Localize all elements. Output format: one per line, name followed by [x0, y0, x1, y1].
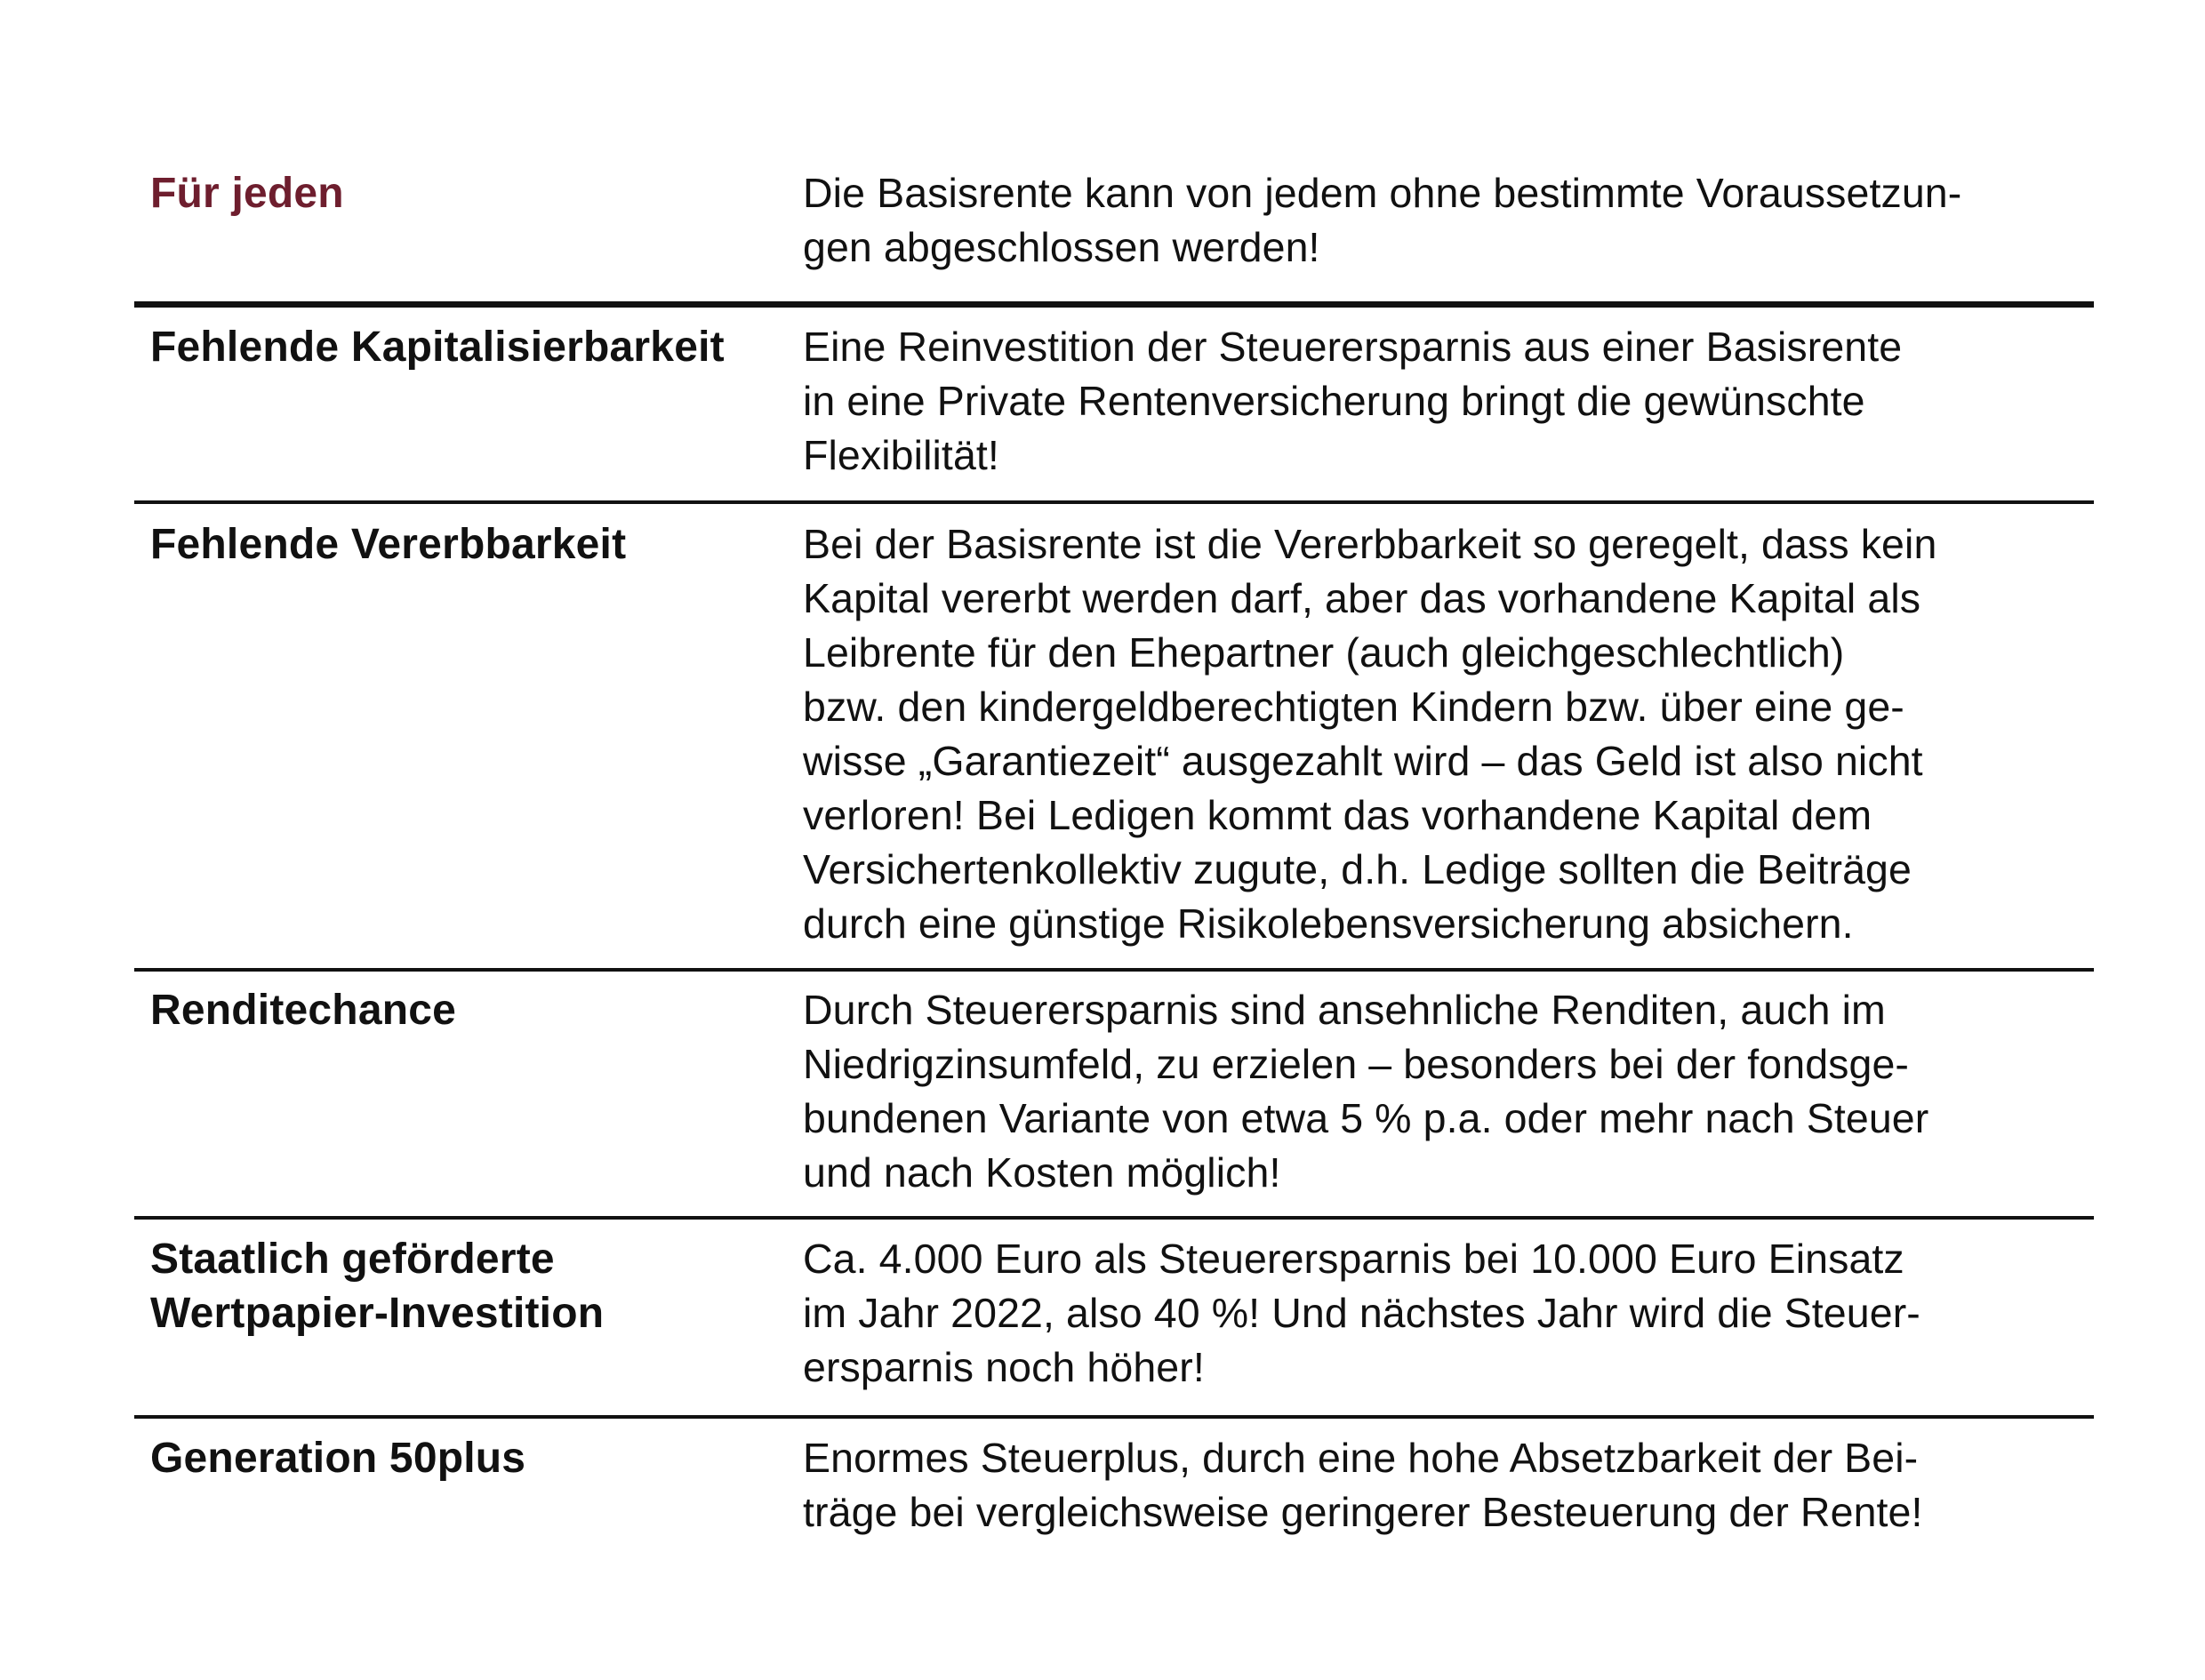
row-label: Staatlich geförderte Wertpapier-Investition: [150, 1236, 605, 1337]
row-description: Durch Steuerersparnis sind ansehnliche Renditen, auch im Niedrigzinsumfeld, zu erzielen – besonders bei der fondsge- bundenen Variante von etwa 5 % p.a. oder mehr nach Steuer und nach Kosten möglich!: [803, 987, 1929, 1196]
row-divider: [134, 1216, 2094, 1220]
row-divider: [134, 500, 2094, 504]
row-divider: [134, 1415, 2094, 1419]
header-divider: [134, 301, 2094, 308]
row-label: Fehlende Vererbbarkeit: [150, 521, 627, 568]
row-description: Ca. 4.000 Euro als Steuerersparnis bei 10.000 Euro Einsatz im Jahr 2022, also 40 %! Und nächstes Jahr wird die Steuer- ersparnis noch höher!: [803, 1236, 1920, 1390]
row-label: Generation 50plus: [150, 1435, 526, 1482]
row-label: Fehlende Kapitalisierbarkeit: [150, 324, 725, 371]
row-divider: [134, 968, 2094, 972]
row-description: Enormes Steuerplus, durch eine hohe Absetzbarkeit der Bei- träge bei vergleichsweise geringerer Besteuerung der Rente!: [803, 1435, 1923, 1535]
row-description: Eine Reinvestition der Steuerersparnis aus einer Basisrente in eine Private Rentenversicherung bringt die gewünschte Flexibilität!: [803, 324, 1903, 478]
row-description: Bei der Basisrente ist die Vererbbarkeit so geregelt, dass kein Kapital vererbt werden darf, aber das vorhandene Kapital als Leibrente für den Ehepartner (auch gleichgeschlechtlich) bzw. den kindergeldberechtigten Kindern bzw. über eine ge- wisse „Garantiezeit“ ausgezahlt wird – das Geld ist also nicht verloren! Bei Ledigen kommt das vorhandene Kapital dem Versichertenkollektiv zugute, d.h. Ledige sollten die Beiträge durch eine günstige Risikolebensversicherung absichern.: [803, 521, 1937, 947]
row-label: Für jeden: [150, 170, 344, 217]
row-label: Renditechance: [150, 987, 457, 1034]
row-description: Die Basisrente kann von jedem ohne bestimmte Voraussetzun- gen abgeschlossen werden!: [803, 170, 1962, 270]
